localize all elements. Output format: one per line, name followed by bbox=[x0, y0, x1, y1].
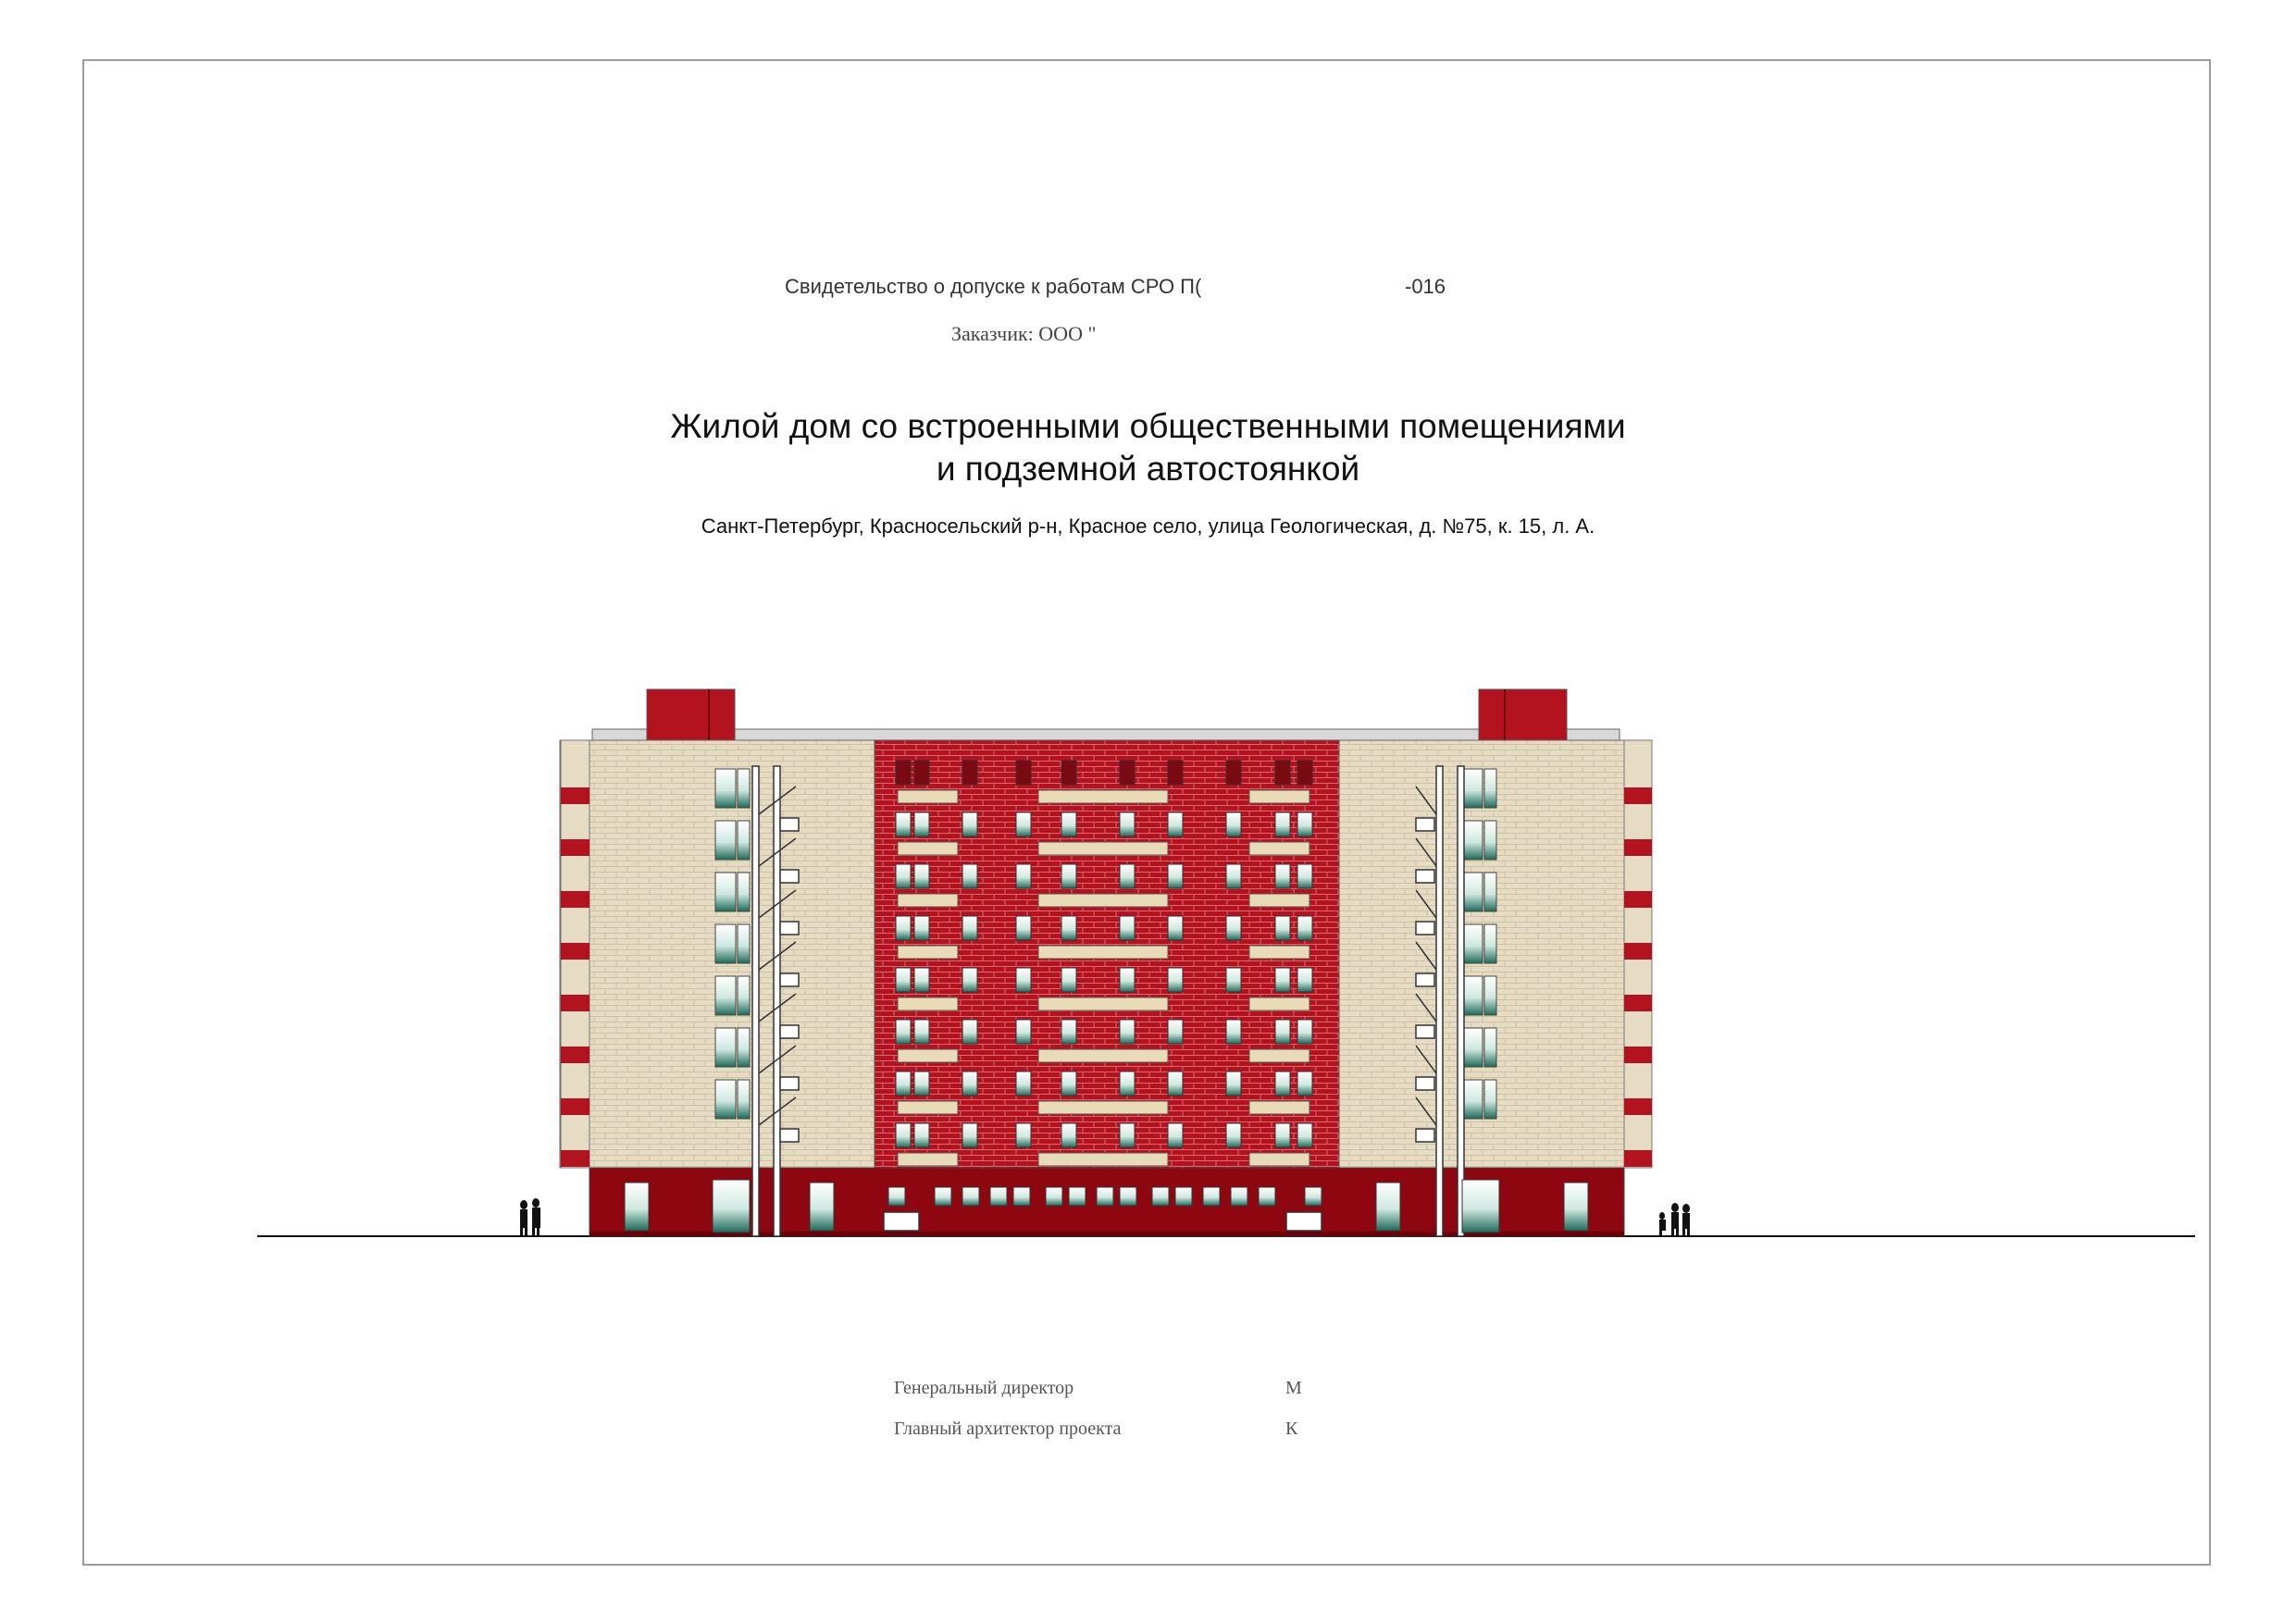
balcony bbox=[898, 1049, 958, 1062]
window bbox=[914, 916, 929, 940]
window bbox=[1061, 916, 1076, 940]
window bbox=[1297, 916, 1312, 940]
window bbox=[1120, 1020, 1135, 1044]
window bbox=[1016, 864, 1031, 888]
window bbox=[1168, 1072, 1183, 1096]
window bbox=[1226, 1072, 1241, 1096]
balcony bbox=[1038, 946, 1168, 959]
window bbox=[1226, 864, 1241, 888]
window bbox=[896, 1072, 911, 1096]
project-address: Санкт-Петербург, Красносельский р-н, Красное село, улица Геологическая, д. №75, к. 15, л. А. bbox=[701, 514, 1595, 538]
people-left bbox=[520, 1198, 540, 1236]
window bbox=[962, 916, 977, 940]
balcony bbox=[1038, 1049, 1168, 1062]
window bbox=[1297, 1123, 1312, 1147]
balcony bbox=[1249, 894, 1309, 907]
window bbox=[1120, 916, 1135, 940]
balcony bbox=[1249, 1101, 1309, 1114]
balcony bbox=[898, 946, 958, 959]
window bbox=[896, 968, 911, 992]
signature-role-1: Генеральный директор bbox=[894, 1378, 1074, 1398]
window bbox=[914, 812, 929, 836]
window bbox=[1168, 968, 1183, 992]
balcony bbox=[898, 894, 958, 907]
window bbox=[1120, 812, 1135, 836]
window bbox=[1061, 968, 1076, 992]
window bbox=[1297, 864, 1312, 888]
certificate-label: Свидетельство о допуске к работам СРО П( bbox=[785, 275, 1202, 298]
window bbox=[896, 864, 911, 888]
window bbox=[1120, 761, 1135, 785]
certificate-number: -016 bbox=[1405, 275, 1446, 298]
window bbox=[1226, 1123, 1241, 1147]
customer-label: Заказчик: ООО " bbox=[951, 322, 1097, 345]
window bbox=[914, 1020, 929, 1044]
balcony bbox=[1249, 946, 1309, 959]
window bbox=[1120, 1072, 1135, 1096]
balcony bbox=[1249, 790, 1309, 803]
window bbox=[1120, 1123, 1135, 1147]
window bbox=[1016, 761, 1031, 785]
window bbox=[1168, 761, 1183, 785]
window bbox=[1168, 1020, 1183, 1044]
window bbox=[1226, 761, 1241, 785]
window bbox=[1120, 968, 1135, 992]
window bbox=[1297, 1072, 1312, 1096]
window bbox=[1061, 1072, 1076, 1096]
window bbox=[1297, 761, 1312, 785]
roof-structure-right bbox=[1479, 689, 1567, 743]
window bbox=[914, 1123, 929, 1147]
window bbox=[1275, 916, 1290, 940]
window bbox=[896, 916, 911, 940]
window bbox=[1168, 812, 1183, 836]
balcony bbox=[1038, 894, 1168, 907]
window bbox=[962, 864, 977, 888]
window bbox=[896, 812, 911, 836]
window bbox=[1226, 1020, 1241, 1044]
balcony bbox=[898, 790, 958, 803]
window bbox=[914, 1072, 929, 1096]
window bbox=[1275, 1072, 1290, 1096]
window bbox=[962, 968, 977, 992]
window bbox=[1275, 864, 1290, 888]
window bbox=[962, 761, 977, 785]
window bbox=[1275, 968, 1290, 992]
project-title-line-1: Жилой дом со встроенными общественными помещениями bbox=[670, 407, 1626, 445]
balcony bbox=[898, 842, 958, 855]
window bbox=[1226, 812, 1241, 836]
window bbox=[1016, 1020, 1031, 1044]
window bbox=[896, 761, 911, 785]
people-right bbox=[1659, 1203, 1690, 1236]
window bbox=[1226, 916, 1241, 940]
balcony bbox=[1249, 997, 1309, 1010]
window bbox=[1016, 1072, 1031, 1096]
window bbox=[1061, 864, 1076, 888]
window bbox=[1061, 1020, 1076, 1044]
balcony bbox=[898, 997, 958, 1010]
signature-role-2: Главный архитектор проекта bbox=[894, 1419, 1122, 1439]
balcony bbox=[1038, 997, 1168, 1010]
window bbox=[914, 761, 929, 785]
window bbox=[1168, 1123, 1183, 1147]
window bbox=[1168, 916, 1183, 940]
window bbox=[1016, 968, 1031, 992]
window bbox=[1168, 864, 1183, 888]
window bbox=[1275, 1020, 1290, 1044]
window bbox=[1061, 761, 1076, 785]
balcony bbox=[1249, 1153, 1309, 1166]
window bbox=[1275, 1123, 1290, 1147]
balcony bbox=[1038, 842, 1168, 855]
window bbox=[962, 812, 977, 836]
window bbox=[1061, 1123, 1076, 1147]
window bbox=[962, 1072, 977, 1096]
window bbox=[962, 1020, 977, 1044]
window bbox=[1297, 1020, 1312, 1044]
window bbox=[1275, 761, 1290, 785]
window bbox=[1297, 968, 1312, 992]
window bbox=[1297, 812, 1312, 836]
window bbox=[1275, 812, 1290, 836]
window bbox=[1061, 812, 1076, 836]
window bbox=[1226, 968, 1241, 992]
signature-name-2: К bbox=[1285, 1419, 1298, 1439]
window bbox=[896, 1123, 911, 1147]
balcony bbox=[1249, 1049, 1309, 1062]
window bbox=[896, 1020, 911, 1044]
window bbox=[1016, 812, 1031, 836]
window bbox=[914, 968, 929, 992]
balcony bbox=[898, 1101, 958, 1114]
roof-structure-left bbox=[647, 689, 735, 743]
window bbox=[1016, 1123, 1031, 1147]
balcony bbox=[898, 1153, 958, 1166]
balcony bbox=[1038, 1153, 1168, 1166]
signature-name-1: М bbox=[1285, 1378, 1302, 1398]
balcony bbox=[1249, 842, 1309, 855]
balcony bbox=[1038, 790, 1168, 803]
window bbox=[1016, 916, 1031, 940]
window bbox=[962, 1123, 977, 1147]
project-title-line-2: и подземной автостоянкой bbox=[936, 450, 1360, 488]
balcony bbox=[1038, 1101, 1168, 1114]
window bbox=[914, 864, 929, 888]
window bbox=[1120, 864, 1135, 888]
